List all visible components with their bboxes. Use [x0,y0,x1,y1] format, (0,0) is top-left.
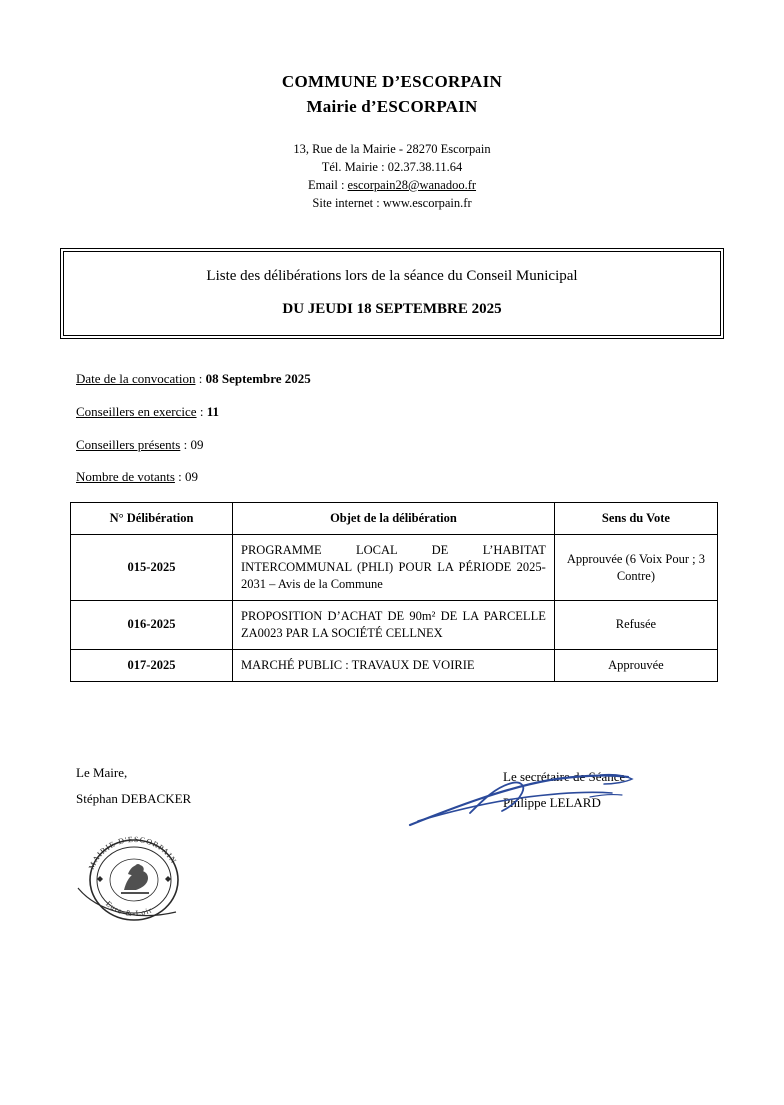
column-header-vote: Sens du Vote [554,503,717,535]
table-row [71,535,718,601]
contact-block [60,141,724,212]
meta-row-conseillers-exercice [76,404,724,421]
meta-row-conseillers-presents [76,437,724,454]
meta-value: 09 [185,469,199,485]
table-head [71,503,718,535]
secretary-name: Philippe LELARD [503,795,601,811]
cell-numero: 016-2025 [71,600,233,649]
cell-objet: PROGRAMME LOCAL DE L’HABITAT INTERCOMMUNAL (PHLI) POUR LA PÉRIODE 2025-2031 – Avis de la Commune [233,535,555,601]
cell-vote: Approuvée (6 Voix Pour ; 3 Contre) [554,535,717,601]
meta-row-convocation [76,371,724,388]
mayor-name: Stéphan DEBACKER [76,791,192,807]
official-stamp [72,828,197,926]
meta-label: Nombre de votants [76,469,175,485]
document-header [60,0,724,212]
cell-objet: MARCHÉ PUBLIC : TRAVAUX DE VOIRIE [233,649,555,681]
cell-numero: 015-2025 [71,535,233,601]
svg-text:Eure-&-Loir: Eure-&-Loir [104,899,154,919]
title-box [60,248,724,339]
meta-label: Conseillers présents [76,436,181,452]
table-body [71,535,718,681]
column-header-numero: N° Délibération [71,503,233,535]
signature-left [76,760,191,813]
email-address[interactable]: escorpain28@wanadoo.fr [347,177,477,192]
mayor-title: Le Maire, [76,764,128,780]
table-row [71,600,718,649]
table-row [71,649,718,681]
meta-separator: : [180,436,191,452]
website-line: Site internet : www.escorpain.fr [312,195,472,210]
commune-title: COMMUNE D’ESCORPAIN [281,72,503,91]
title-box-inner [63,251,721,336]
meta-separator: : [196,403,207,419]
column-header-objet: Objet de la délibération [233,503,555,535]
meta-block [60,371,724,487]
cell-objet: PROPOSITION D’ACHAT DE 90m² DE LA PARCELLE ZA0023 PAR LA SOCIÉTÉ CELLNEX [233,600,555,649]
session-date-title: DU JEUDI 18 SEPTEMBRE 2025 [282,301,502,318]
mairie-title: Mairie d’ESCORPAIN [306,96,478,116]
meta-value: 09 [190,436,204,452]
deliberations-table [70,502,718,681]
meta-value: 08 Septembre 2025 [205,370,311,386]
cell-vote: Refusée [554,600,717,649]
table-header-row [71,503,718,535]
deliberations-title: Liste des délibérations lors de la séance du Conseil Municipal [206,268,578,285]
meta-separator: : [174,469,186,485]
email-label: Email : [307,177,348,192]
signature-right [503,764,625,817]
meta-separator: : [195,370,206,386]
meta-label: Date de la convocation [76,370,196,386]
email-line [60,177,724,195]
stamp-icon [72,828,197,926]
secretary-title: Le secrétaire de Séance [503,768,626,784]
phone-line: Tél. Mairie : 02.37.38.11.64 [321,160,463,175]
address-line: 13, Rue de la Mairie - 28270 Escorpain [293,142,491,157]
cell-vote: Approuvée [554,649,717,681]
meta-label: Conseillers en exercice [76,403,197,419]
svg-text:MAIRIE D'ESCORPAIN: MAIRIE D'ESCORPAIN [86,834,179,871]
meta-row-votants [76,469,724,486]
meta-value: 11 [206,403,219,419]
cell-numero: 017-2025 [71,649,233,681]
